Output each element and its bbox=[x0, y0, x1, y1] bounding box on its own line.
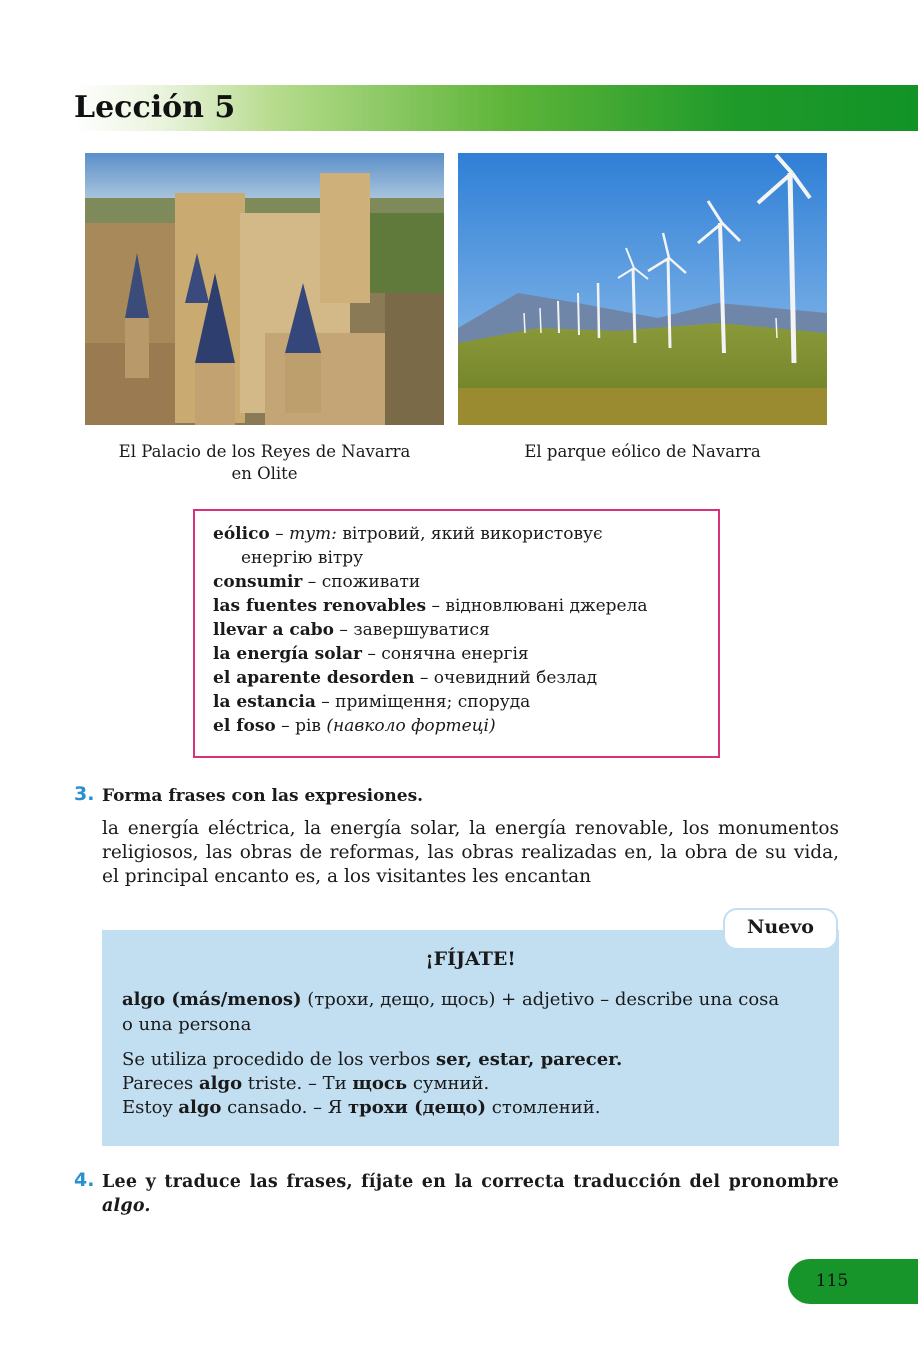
wind-farm-photo bbox=[458, 153, 827, 425]
note-example-2: Estoy algo cansado. – Я трохи (дещо) стомлений. bbox=[122, 1097, 601, 1118]
task-3-number: 3. bbox=[74, 783, 95, 805]
vocab-item: eólico – тут: вітровий, який використовує bbox=[213, 524, 603, 544]
vocab-item: las fuentes renovables – відновлювані джерела bbox=[213, 596, 648, 616]
page-number: 115 bbox=[815, 1271, 849, 1291]
note-rule-line-cont: o una persona bbox=[122, 1014, 252, 1035]
fijate-heading: ¡FÍJATE! bbox=[425, 948, 516, 970]
vocab-item: la energía solar – сонячна енергія bbox=[213, 644, 529, 664]
vocab-item: llevar a cabo – завершуватися bbox=[213, 620, 490, 640]
vocab-item: el aparente desorden – очевидний безлад bbox=[213, 668, 598, 688]
task-3-title: Forma frases con las expresiones. bbox=[102, 786, 424, 806]
palace-photo bbox=[85, 153, 444, 425]
vocab-item: consumir – споживати bbox=[213, 572, 421, 592]
vocab-item-continuation: енергію вітру bbox=[241, 548, 364, 568]
palace-caption-line2: en Olite bbox=[231, 464, 298, 483]
note-rule-line: algo (más/menos) (трохи, дещо, щось) + adjetivo – describe una cosa bbox=[122, 989, 780, 1010]
lesson-title: Lección 5 bbox=[74, 90, 236, 125]
wind-farm-caption: El parque eólico de Navarra bbox=[524, 442, 761, 461]
vocabulary-box bbox=[193, 509, 720, 758]
palace-caption bbox=[85, 441, 444, 485]
task-4-title: Lee y traduce las frases, fíjate en la correcta traducción del pronombre algo. bbox=[102, 1172, 839, 1216]
note-usage-line: Se utiliza procedido de los verbos ser, estar, parecer. bbox=[122, 1049, 623, 1070]
note-example-1: Pareces algo triste. – Ти щось сумний. bbox=[122, 1073, 490, 1094]
vocab-item: el foso – рів (навколо фортеці) bbox=[213, 716, 496, 736]
vocab-item: la estancia – приміщення; споруда bbox=[213, 692, 531, 712]
task-4-number: 4. bbox=[74, 1169, 95, 1191]
nuevo-tab: Nuevo bbox=[723, 908, 838, 950]
task-3-text: la energía eléctrica, la energía solar, la energía renovable, los monumentos religiosos, las obras de reformas, las obras realizadas en, la obra de su vida, el principal encanto es, a los visitantes les encantan bbox=[102, 818, 839, 887]
palace-caption-line1: El Palacio de los Reyes de Navarra bbox=[118, 442, 411, 461]
